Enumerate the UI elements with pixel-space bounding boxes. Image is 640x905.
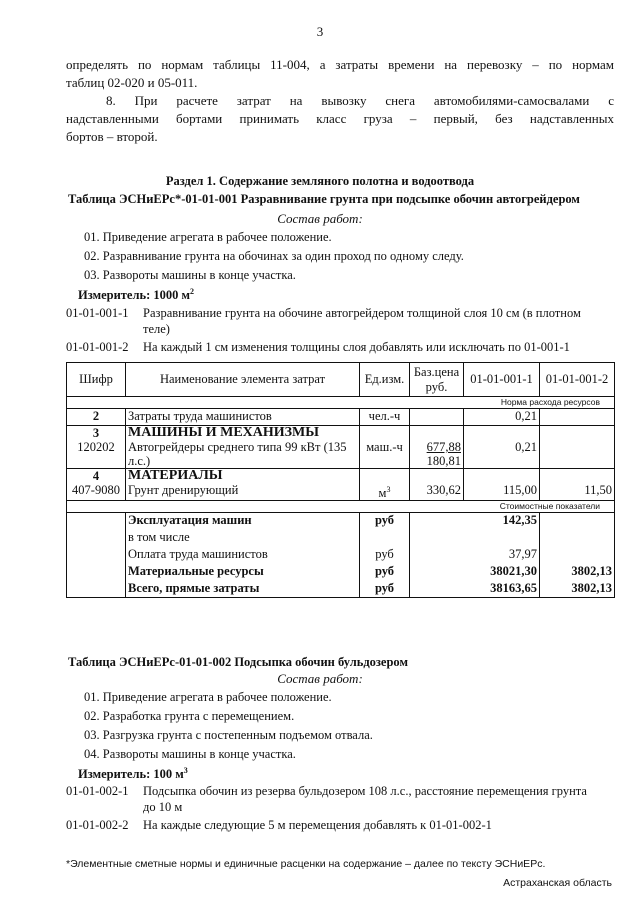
machines-cell-value-2 [540, 426, 615, 469]
table2-work-1: 01. Приведение агрегата в рабочее положение. [84, 690, 332, 704]
cost-value-1: 142,35 [464, 513, 540, 530]
materials-cell-name: МАТЕРИАЛЫ Грунт дренирующий [126, 469, 360, 501]
header-price: Баз.цена руб. [410, 363, 464, 397]
table-row [67, 564, 615, 581]
page-number: 3 [316, 24, 324, 39]
labor-value-1: 0,21 [464, 409, 540, 426]
labor-name: Затраты труда машинистов [126, 409, 360, 426]
materials-cell-unit: $м^3$ [360, 469, 410, 501]
intro-line-2: таблиц 02-020 и 05-011. [66, 75, 198, 90]
table1-item-1-text-cont: теле) [143, 322, 170, 336]
paragraph-8-line-1: 8. При расчете затрат на вывозку снега автомобилями-самосвалами с [106, 93, 614, 108]
table1-item-2-text: На каждый 1 см изменения толщины слоя добавлять или исключать по 01-001-1 [143, 340, 570, 354]
cost-caption-row [67, 501, 615, 513]
cost-value-2 [540, 530, 615, 547]
table2-item-1-code: 01-01-002-1 [66, 784, 129, 798]
cost-unit: руб [360, 513, 410, 530]
table-row [67, 547, 615, 564]
cost-unit: руб [360, 547, 410, 564]
footnote: *Элементные сметные нормы и единичные расценки на содержание – далее по тексту ЭСНиЕРс. [66, 858, 546, 870]
header-col1: 01-01-001-1 [464, 363, 540, 397]
machines-cell-unit: маш.-ч [360, 426, 410, 469]
table1-item-2-code: 01-01-001-2 [66, 340, 129, 354]
cost-value-2: 3802,13 [540, 581, 615, 598]
table2-work-heading: Состав работ: [277, 671, 363, 686]
table1-work-2: 02. Разравнивание грунта на обочинах за один проход по одному следу. [84, 249, 464, 263]
region-label: Астраханская область [503, 877, 612, 889]
cost-name: Материальные ресурсы [126, 564, 360, 581]
table1-measure: Измеритель: 1000 $м^2$ [78, 287, 195, 303]
cost-value-1 [464, 530, 540, 547]
table2-measure: Измеритель: 100 $м^3$ [78, 766, 188, 782]
table2-item-1-text-cont: до 10 м [143, 800, 183, 814]
table1-title: Таблица ЭСНиЕРс*-01-01-001 Разравнивание грунта при подсыпке обочин автогрейдером [68, 192, 580, 206]
cost-value-2: 3802,13 [540, 564, 615, 581]
paragraph-8-line-3: бортов – второй. [66, 129, 158, 144]
table2-work-4: 04. Развороты машины в конце участка. [84, 747, 296, 761]
table-row [67, 469, 615, 501]
table1-work-1: 01. Приведение агрегата в рабочее положение. [84, 230, 332, 244]
table-row [67, 530, 615, 547]
table2-work-2: 02. Разработка грунта с перемещением. [84, 709, 295, 723]
header-col2: 01-01-001-2 [540, 363, 615, 397]
cost-unit: руб [360, 564, 410, 581]
header-name: Наименование элемента затрат [126, 363, 360, 397]
cost-value-1: 38163,65 [464, 581, 540, 598]
intro-line-1: определять по нормам таблицы 11-004, а затраты времени на перевозку – по нормам [66, 57, 614, 72]
table2-item-2-code: 01-01-002-2 [66, 818, 129, 832]
cost-name: Оплата труда машинистов [126, 547, 360, 564]
materials-cell-code: 4 407-9080 [67, 469, 126, 501]
cost-unit: руб [360, 581, 410, 598]
cost-name: Всего, прямые затраты [126, 581, 360, 598]
cost-value-2 [540, 547, 615, 564]
cost-value-2 [540, 513, 615, 530]
cost-value-1: 38021,30 [464, 564, 540, 581]
section-title: Раздел 1. Содержание земляного полотна и водоотвода [165, 174, 475, 188]
machines-cell-name: МАШИНЫ И МЕХАНИЗМЫ Автогрейдеры среднего типа 99 кВт (135 л.с.) [126, 426, 360, 469]
table-row [67, 409, 615, 426]
cost-name: Эксплуатация машин [126, 513, 360, 530]
paragraph-8-line-2: надставленными бортами принимать класс груза – первый, без надставленных [66, 111, 614, 126]
table1-item-1-text: Разравнивание грунта на обочине автогрейдером толщиной слоя 10 см (в плотном [143, 306, 581, 320]
table2-title: Таблица ЭСНиЕРс-01-01-002 Подсыпка обочин бульдозером [68, 655, 408, 669]
resource-table [66, 362, 615, 598]
table2-work-3: 03. Разгрузка грунта с постепенным подъемом отвала. [84, 728, 373, 742]
header-code: Шифр [67, 363, 126, 397]
labor-price [410, 409, 464, 426]
table1-work-heading: Состав работ: [277, 211, 363, 226]
table-row [67, 513, 615, 530]
labor-value-2 [540, 409, 615, 426]
cost-value-1: 37,97 [464, 547, 540, 564]
norm-caption: Норма расхода ресурсов [67, 397, 615, 409]
cost-caption: Стоимостные показатели [67, 501, 615, 513]
machines-cell-value-1: 0,21 [464, 426, 540, 469]
labor-num: 2 [67, 409, 126, 426]
machines-cell-price: 677,88 180,81 [410, 426, 464, 469]
table2-item-1-text: Подсыпка обочин из резерва бульдозером 108 л.с., расстояние перемещения грунта [143, 784, 587, 798]
labor-unit: чел.-ч [360, 409, 410, 426]
table1-work-3: 03. Развороты машины в конце участка. [84, 268, 296, 282]
machines-cell-code: 3 120202 [67, 426, 126, 469]
cost-unit [360, 530, 410, 547]
materials-cell-price: 330,62 [410, 469, 464, 501]
table1-item-1-code: 01-01-001-1 [66, 306, 129, 320]
table2-item-2-text: На каждые следующие 5 м перемещения добавлять к 01-01-002-1 [143, 818, 492, 832]
header-unit: Ед.изм. [360, 363, 410, 397]
table-row [67, 426, 615, 469]
table-row [67, 581, 615, 598]
norm-caption-row [67, 397, 615, 409]
table-header-row [67, 363, 615, 397]
cost-name: в том числе [126, 530, 360, 547]
materials-cell-value-2: 11,50 [540, 469, 615, 501]
materials-cell-value-1: 115,00 [464, 469, 540, 501]
